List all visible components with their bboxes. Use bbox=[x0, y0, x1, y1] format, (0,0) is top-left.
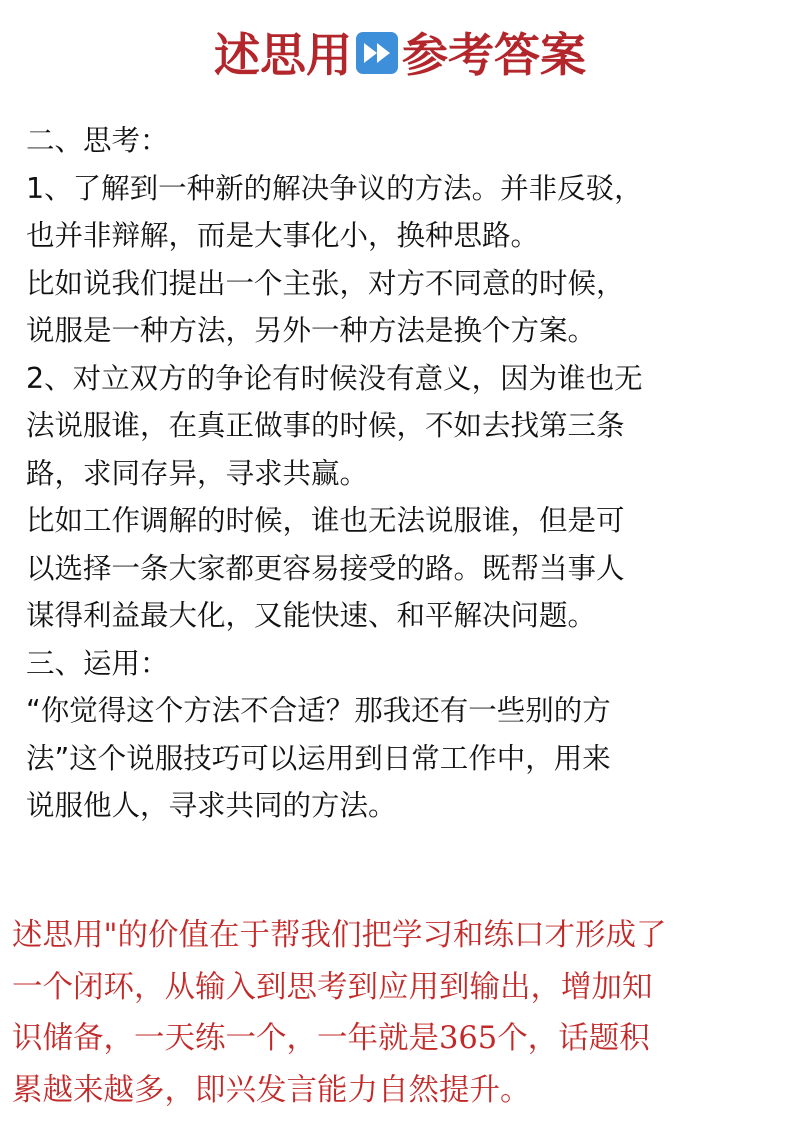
body-line: 路，求同存异，寻求共赢。 bbox=[26, 456, 369, 490]
body-line: 比如工作调解的时候，谁也无法说服谁，但是可 bbox=[26, 504, 625, 537]
section-heading-application: 三、运用： bbox=[26, 646, 169, 680]
body-line: 也并非辩解，而是大事化小，换种思路。 bbox=[26, 219, 540, 252]
body-line: 谋得利益最大化，又能快速、和平解决问题。 bbox=[26, 599, 597, 632]
body-line: “你觉得这个方法不合适？那我还有一些别的方 bbox=[26, 694, 611, 727]
body-line: 说服是一种方法，另外一种方法是换个方案。 bbox=[26, 314, 597, 347]
answer-body bbox=[26, 117, 782, 830]
section-heading-thinking: 二、思考： bbox=[26, 124, 169, 157]
body-line: 以选择一条大家都更容易接受的路。既帮当事人 bbox=[26, 551, 625, 585]
page-title bbox=[0, 18, 800, 88]
body-line: 2、对立双方的争论有时候没有意义，因为谁也无 bbox=[26, 361, 643, 395]
body-line: 比如说我们提出一个主张，对方不同意的时候， bbox=[26, 266, 625, 300]
summary-line: 述思用"的价值在于帮我们把学习和练口才形成了 bbox=[12, 918, 667, 953]
title-text-left: 述思用 bbox=[214, 28, 352, 82]
body-line: 法说服谁，在真正做事的时候，不如去找第三条 bbox=[26, 409, 625, 442]
summary-line: 累越来越多，即兴发言能力自然提升。 bbox=[12, 1072, 531, 1108]
value-summary bbox=[12, 910, 788, 1116]
summary-line: 一个闭环，从输入到思考到应用到输出，增加知 bbox=[12, 969, 653, 1005]
title-text-right: 参考答案 bbox=[402, 28, 586, 82]
fast-forward-icon bbox=[356, 32, 398, 74]
summary-line: 识储备，一天练一个，一年就是365个，话题积 bbox=[12, 1021, 650, 1056]
body-line: 法”这个说服技巧可以运用到日常工作中，用来 bbox=[26, 741, 611, 775]
body-line: 说服他人，寻求共同的方法。 bbox=[26, 789, 397, 822]
body-line: 1、了解到一种新的解决争议的方法。并非反驳， bbox=[26, 171, 643, 205]
